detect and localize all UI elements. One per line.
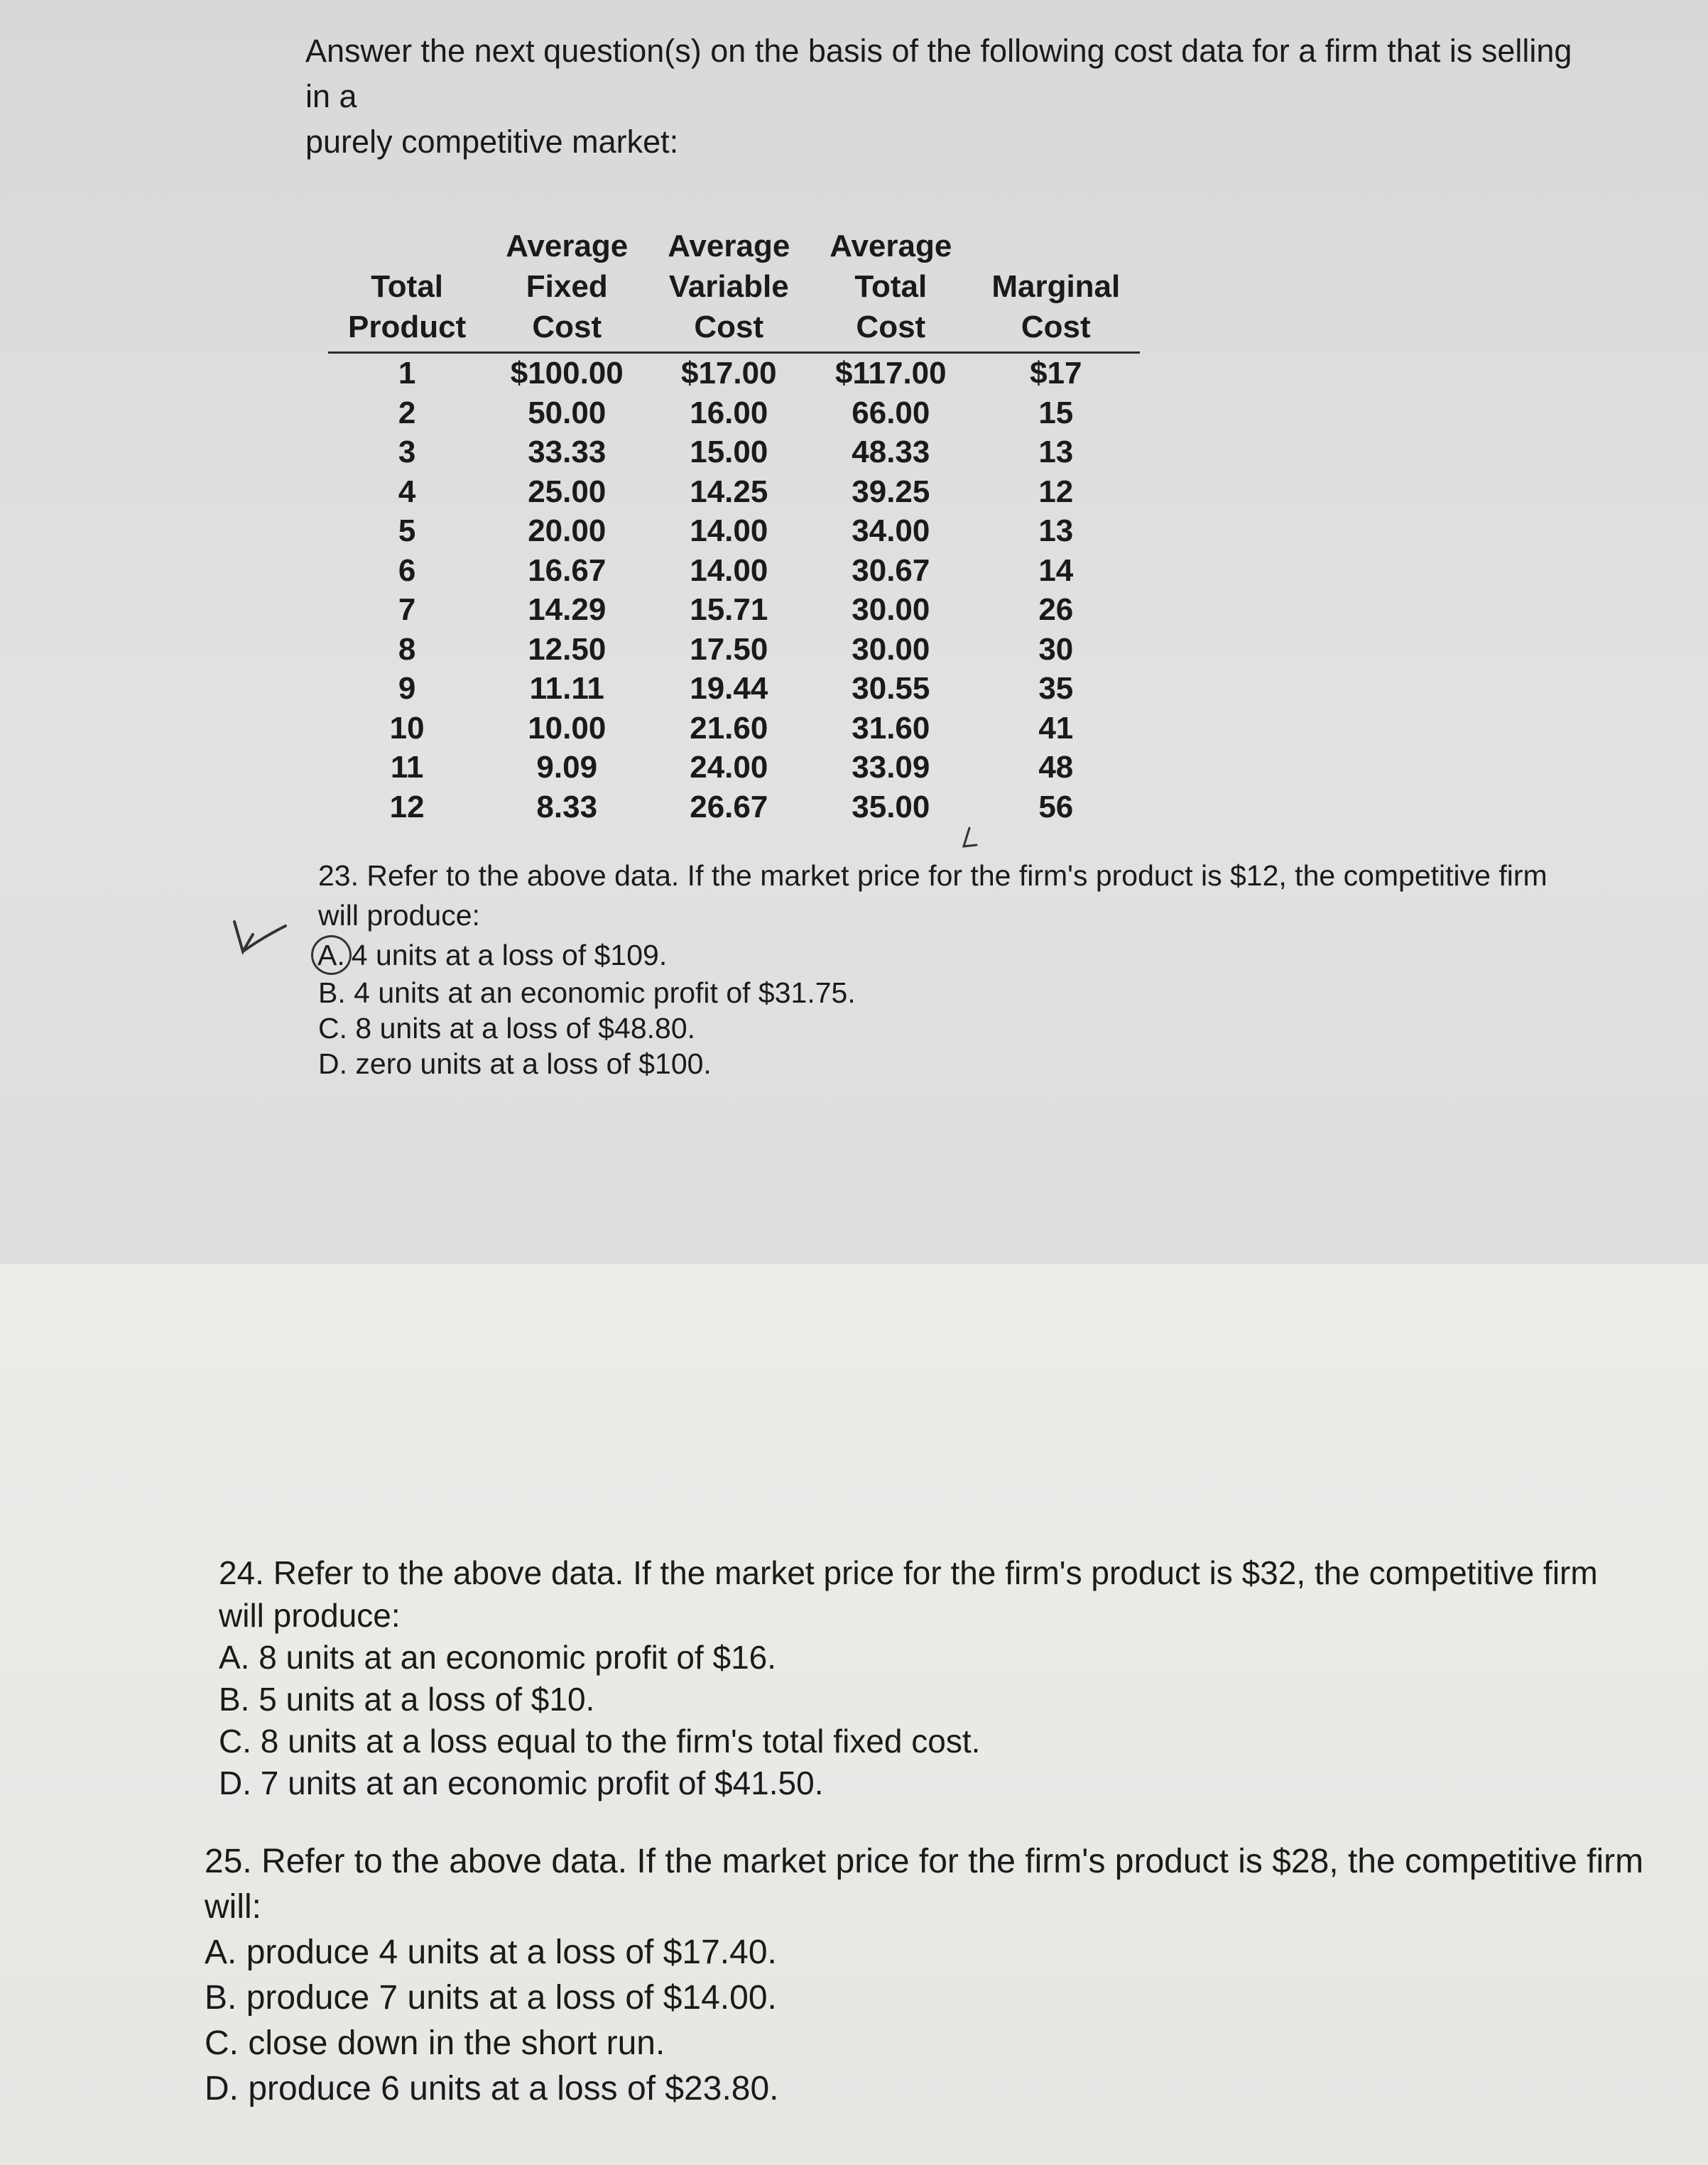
- question-25-stem-1: 25. Refer to the above data. If the market price for the firm's product is $28, the competitive firm: [205, 1843, 1644, 1880]
- table-row: [328, 787, 1140, 827]
- header-average-fixed-cost: Average Fixed Cost: [486, 226, 648, 353]
- table-row: [328, 511, 1140, 551]
- table-row: [328, 590, 1140, 630]
- cell-total-product: 9: [398, 671, 416, 706]
- question-25-option-c[interactable]: C. close down in the short run.: [205, 2024, 665, 2062]
- intro-text: [305, 28, 1584, 165]
- cell-marginal-cost: 15: [1038, 395, 1074, 430]
- cell-total-product: 3: [398, 435, 416, 469]
- cell-average-fixed-cost: 11.11: [529, 671, 604, 706]
- cost-data-table: [328, 226, 1140, 827]
- cell-average-total-cost: 48.33: [852, 435, 930, 469]
- cell-average-variable-cost: 26.67: [690, 789, 768, 824]
- cell-average-variable-cost: 14.00: [690, 513, 768, 548]
- cell-total-product: 11: [390, 750, 424, 785]
- question-23-stem-1: 23. Refer to the above data. If the market price for the firm's product is $12, the competitive firm: [318, 859, 1547, 892]
- cell-average-variable-cost: 15.71: [690, 592, 768, 627]
- handwritten-check-icon: [227, 916, 291, 959]
- question-24-option-d[interactable]: D. 7 units at an economic profit of $41.50.: [219, 1765, 824, 1801]
- question-25: [205, 1839, 1689, 2112]
- header-average-total-cost: Average Total Cost: [810, 226, 972, 353]
- cell-average-total-cost: 30.00: [852, 592, 930, 627]
- intro-line-1: Answer the next question(s) on the basis of the following cost data for a firm that is selling in a: [305, 33, 1572, 114]
- table-row: [328, 709, 1140, 748]
- question-24-stem-2: will produce:: [219, 1597, 401, 1634]
- question-23-option-c[interactable]: C. 8 units at a loss of $48.80.: [318, 1012, 696, 1045]
- cell-average-fixed-cost: 20.00: [528, 513, 606, 548]
- cell-average-fixed-cost: 16.67: [528, 552, 606, 588]
- cell-total-product: 5: [398, 513, 416, 548]
- cell-marginal-cost: 48: [1038, 750, 1074, 785]
- table-row: [328, 630, 1140, 670]
- cell-marginal-cost: 14: [1038, 552, 1074, 588]
- cell-average-fixed-cost: 33.33: [528, 435, 606, 469]
- question-25-option-d[interactable]: D. produce 6 units at a loss of $23.80.: [205, 2070, 779, 2107]
- cell-average-fixed-cost: 10.00: [528, 710, 606, 746]
- table-row: [328, 472, 1140, 512]
- cell-average-variable-cost: 14.25: [690, 474, 768, 509]
- cell-average-total-cost: 39.25: [852, 474, 930, 509]
- cell-average-total-cost: $117.00: [835, 356, 947, 391]
- table-row: [328, 432, 1140, 472]
- cell-average-total-cost: 30.67: [852, 552, 930, 588]
- question-23-stem-2: will produce:: [318, 899, 480, 932]
- table-row: [328, 748, 1140, 787]
- table-body: [328, 353, 1140, 827]
- cell-total-product: 10: [389, 710, 425, 746]
- question-25-option-b[interactable]: B. produce 7 units at a loss of $14.00.: [205, 1979, 777, 2017]
- header-average-variable-cost: Average Variable Cost: [648, 226, 810, 353]
- cell-average-variable-cost: 24.00: [690, 750, 768, 785]
- cell-average-total-cost: 66.00: [852, 395, 930, 430]
- pen-tick-icon: [955, 825, 984, 854]
- cell-average-fixed-cost: 25.00: [528, 474, 606, 509]
- question-23-option-a[interactable]: A. 4 units at a loss of $109.: [318, 935, 1653, 975]
- cell-marginal-cost: 13: [1038, 513, 1074, 548]
- cell-total-product: 8: [398, 631, 416, 667]
- cell-average-total-cost: 30.00: [852, 631, 930, 667]
- question-23: [318, 856, 1653, 1081]
- intro-line-2: purely competitive market:: [305, 124, 679, 160]
- cell-average-variable-cost: 17.50: [690, 631, 768, 667]
- header-marginal-cost: Marginal Cost: [972, 226, 1140, 353]
- cell-average-total-cost: 31.60: [852, 710, 930, 746]
- table-header-row: [328, 226, 1140, 353]
- cell-average-fixed-cost: $100.00: [510, 356, 624, 391]
- cell-marginal-cost: 35: [1038, 671, 1074, 706]
- cell-average-variable-cost: 16.00: [690, 395, 768, 430]
- cell-total-product: 7: [398, 592, 416, 627]
- cell-marginal-cost: 12: [1038, 474, 1074, 509]
- cell-total-product: 4: [398, 474, 416, 509]
- question-24-stem-1: 24. Refer to the above data. If the market price for the firm's product is $32, the competitive firm: [219, 1554, 1598, 1591]
- cell-marginal-cost: 41: [1038, 710, 1074, 746]
- cell-average-variable-cost: $17.00: [680, 356, 777, 391]
- question-24-option-a[interactable]: A. 8 units at an economic profit of $16.: [219, 1639, 777, 1676]
- cell-average-fixed-cost: 12.50: [528, 631, 606, 667]
- cell-marginal-cost: 56: [1038, 789, 1074, 824]
- table-row: [328, 669, 1140, 709]
- question-25-stem-2: will:: [205, 1888, 261, 1926]
- cell-average-variable-cost: 21.60: [690, 710, 768, 746]
- cell-average-total-cost: 30.55: [852, 671, 930, 706]
- cell-marginal-cost: $17: [1030, 356, 1082, 391]
- table-row: [328, 353, 1140, 393]
- question-24: [219, 1552, 1682, 1804]
- question-24-option-c[interactable]: C. 8 units at a loss equal to the firm's total fixed cost.: [219, 1723, 981, 1760]
- question-25-option-a[interactable]: A. produce 4 units at a loss of $17.40.: [205, 1934, 777, 1971]
- cell-total-product: 1: [398, 356, 416, 391]
- cell-marginal-cost: 13: [1038, 435, 1074, 469]
- cell-average-fixed-cost: 9.09: [536, 750, 598, 785]
- cell-total-product: 12: [389, 789, 425, 824]
- table-row: [328, 551, 1140, 591]
- cell-average-total-cost: 33.09: [852, 750, 930, 785]
- cell-average-fixed-cost: 14.29: [528, 592, 606, 627]
- cell-average-fixed-cost: 8.33: [536, 789, 598, 824]
- cell-marginal-cost: 26: [1038, 592, 1074, 627]
- cell-marginal-cost: 30: [1038, 631, 1074, 667]
- question-23-option-d[interactable]: D. zero units at a loss of $100.: [318, 1047, 712, 1080]
- cell-average-total-cost: 35.00: [852, 789, 930, 824]
- question-24-option-b[interactable]: B. 5 units at a loss of $10.: [219, 1681, 595, 1718]
- cell-total-product: 2: [398, 395, 416, 430]
- cell-total-product: 6: [398, 552, 416, 588]
- question-23-option-b[interactable]: B. 4 units at an economic profit of $31.75.: [318, 976, 856, 1009]
- cell-average-variable-cost: 19.44: [690, 671, 768, 706]
- answer-circle-mark: A.: [311, 935, 352, 975]
- cell-average-variable-cost: 15.00: [690, 435, 768, 469]
- header-total-product: Total Product: [328, 226, 486, 353]
- cell-average-total-cost: 34.00: [852, 513, 930, 548]
- cell-average-fixed-cost: 50.00: [528, 395, 606, 430]
- cell-average-variable-cost: 14.00: [690, 552, 768, 588]
- table-row: [328, 393, 1140, 433]
